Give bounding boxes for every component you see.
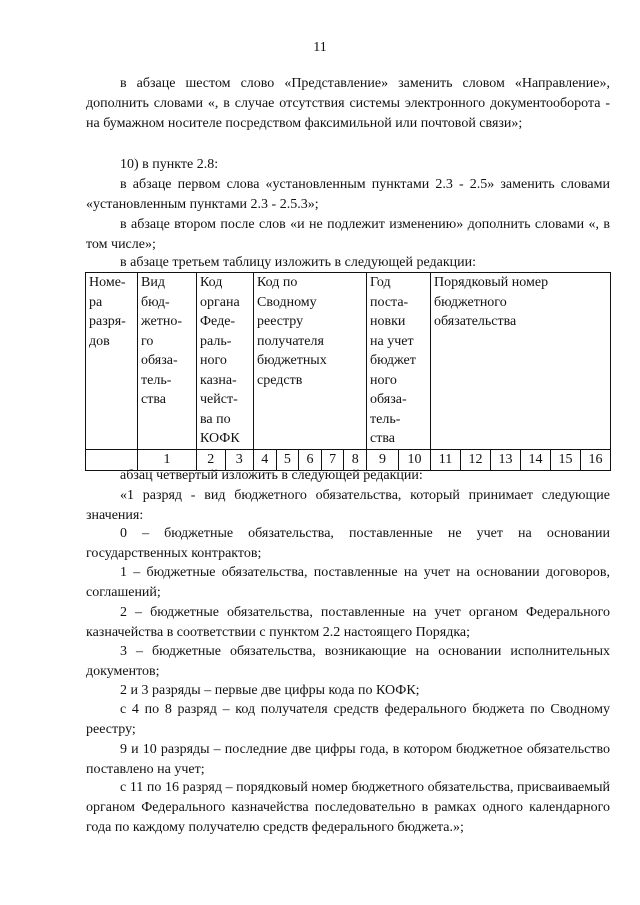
paragraph: в абзаце шестом слово «Представление» заменить словом «Направление», дополнить словами «, в случае отсутствия системы электронного документооборота - на бумажном носителе посредством факсимильной или почтовой связи»; xyxy=(86,76,610,131)
table-cell: 7 xyxy=(321,449,344,470)
page-number: 11 xyxy=(313,40,327,55)
paragraph: 2 – бюджетные обязательства, поставленные на учет органом Федерального казначейства в соответствии с пунктом 2.2 настоящего Порядка; xyxy=(86,605,610,640)
table-header-cell: Порядковый номер бюджетного обязательства xyxy=(434,275,549,329)
paragraph: 0 – бюджетные обязательства, поставленные не учет на основании государственных контрактов; xyxy=(86,526,610,561)
table-cell: 5 xyxy=(276,449,299,470)
table-cell: 3 xyxy=(225,449,254,470)
table-cell: 9 xyxy=(367,449,399,470)
paragraph: «1 разряд - вид бюджетного обязательства, который принимает следующие значения: xyxy=(86,488,610,523)
paragraph: в абзаце первом слова «установленным пунктами 2.3 - 2.5» заменить словами «установленным пунктами 2.3 - 2.5.3»; xyxy=(86,177,610,212)
paragraph: с 4 по 8 разряд – код получателя средств федерального бюджета по Сводному реестру; xyxy=(86,702,610,737)
digits-table xyxy=(85,272,611,471)
table-cell: 1 xyxy=(138,449,197,470)
table-cell: 6 xyxy=(299,449,322,470)
table-cell: 11 xyxy=(431,449,461,470)
table-cell: 15 xyxy=(551,449,581,470)
paragraph: 9 и 10 разряды – последние две цифры года, в котором бюджетное обязательство поставлено на учет; xyxy=(86,742,610,777)
table-header-cell: Номе- ра разря- дов xyxy=(89,275,126,349)
paragraph: 10) в пункте 2.8: xyxy=(120,157,219,172)
table-cell: 4 xyxy=(254,449,277,470)
table-cell: 16 xyxy=(581,449,611,470)
table-header-row xyxy=(86,273,611,450)
table-cell: 10 xyxy=(399,449,431,470)
paragraph: 3 – бюджетные обязательства, возникающие на основании исполнительных документов; xyxy=(86,644,610,679)
paragraph: в абзаце третьем таблицу изложить в следующей редакции: xyxy=(120,255,476,270)
table-cell: 2 xyxy=(197,449,226,470)
table-header-cell: Вид бюд- жетно- го обяза- тель- ства xyxy=(141,275,182,407)
table-cell: 8 xyxy=(344,449,367,470)
paragraph: 2 и 3 разряды – первые две цифры кода по КОФК; xyxy=(120,683,420,698)
paragraph: абзац четвертый изложить в следующей редакции: xyxy=(120,468,423,483)
table-header-cell: Год поста- новки на учет бюджет ного обяза- тель- ства xyxy=(370,275,416,446)
table-cell: 12 xyxy=(461,449,491,470)
table-cell: 13 xyxy=(491,449,521,470)
paragraph: 1 – бюджетные обязательства, поставленные на учет на основании договоров, соглашений; xyxy=(86,565,610,600)
paragraph: в абзаце втором после слов «и не подлежит изменению» дополнить словами «, в том числе»; xyxy=(86,217,610,252)
table-cell: 14 xyxy=(521,449,551,470)
paragraph: с 11 по 16 разряд – порядковый номер бюджетного обязательства, присваиваемый органом Федерального казначейства последовательно в рамках одного календарного года по каждому получателю средств федерального бюджета.»; xyxy=(86,780,610,835)
table-header-cell: Код по Сводному реестру получателя бюджетных средств xyxy=(257,275,327,388)
table-header-cell: Код органа Феде- раль- ного казна- чейст- ва по КОФК xyxy=(200,275,240,446)
